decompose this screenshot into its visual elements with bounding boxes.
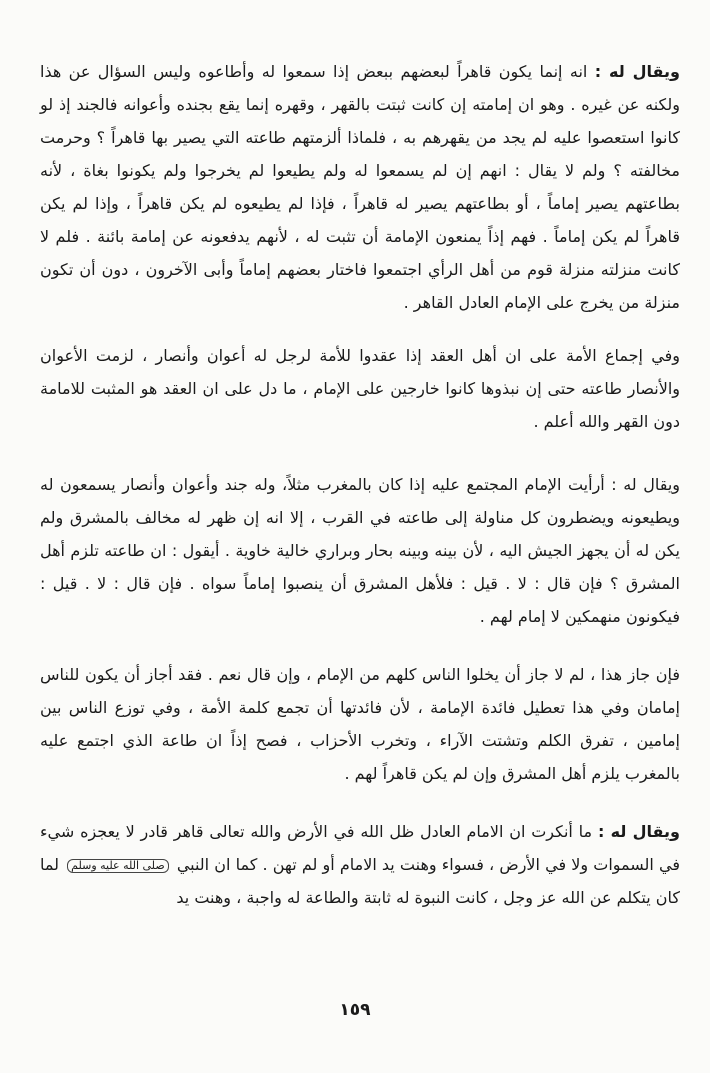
paragraph-text: ما أنكرت ان الامام العادل ظل الله في الأرض والله تعالى قاهر قادر لا يعجزه شيء في السموات ولا في الأرض ، فسواء وهنت يد الامام أو لم تهن . كما ان النبي xyxy=(40,822,681,874)
paragraph-text: فإن جاز هذا ، لم لا جاز أن يخلوا الناس كلهم من الإمام ، وإن قال نعم . فقد أجاز أن يكون للناس إمامان وفي هذا تعطيل فائدة الإمامة ، لأن فائدتها أن تجمع كلمة الأمة ، وفي توزع الناس بين إمامين ، تفرق الكلم وتشتت الآراء ، وتخرب الأحزاب ، فصح إذاً ان طاعة الذي اجتمع عليه بالمغرب يلزم أهل المشرق وإن لم يكن قاهراً لهم . xyxy=(40,665,680,783)
paragraph-lead: ويقال له : xyxy=(597,822,680,841)
paragraph-2 xyxy=(40,339,680,438)
paragraph-4 xyxy=(40,658,680,790)
paragraph-text: انه إنما يكون قاهراً لبعضهم ببعض إذا سمعوا له وأطاعوه وليس السؤال عن هذا ولكنه عن غيره . وهو ان إمامته إن كانت ثبتت بالقهر ، وقهره إنما يقع بجنده وأعوانه فالجند إذ لو كانوا استعصوا عليه لم يجد من يقهرهم به ، فلماذا ألزمتهم طاعته التي يصير بها قاهراً ؟ وحرمت مخالفته ؟ ولم لا يقال : انهم إن لم يسمعوا له ولم يطيعوا لم يخرجوا ولم يكونوا بغاة ، لأنه بطاعتهم يصير إماماً ، أو بطاعتهم يصير له قاهراً ، فإذا لم يطيعوه لم يكن قاهراً ، وإذا لم يكن قاهراً لم يكن إماماً . فهم إذاً يمنعون الإمامة أن تثبت له ، لأنهم يدفعونه عن إمامة بائنة . فلم لا كانت منزلته منزلة قوم من أهل الرأي اجتمعوا فاختار بعضهم إماماً وأبى الآخرون ، دون أن تكون منزلة من يخرج على الإمام العادل القاهر . xyxy=(40,62,680,312)
paragraph-text-continued: لما كان يتكلم عن الله عز وجل ، كانت النبوة له ثابتة والطاعة له واجبة ، وهنت يد xyxy=(40,855,680,907)
paragraph-1 xyxy=(40,55,680,319)
paragraph-text: وفي إجماع الأمة على ان أهل العقد إذا عقدوا للأمة لرجل له أعوان وأنصار ، لزمت الأعوان والأنصار طاعته حتى إن نبذوها كانوا خارجين على الإمام ، ما دل على ان العقد هو المثبت للامامة دون القهر والله أعلم . xyxy=(40,346,680,431)
paragraph-lead: ويقال له : xyxy=(594,62,681,81)
honorific-glyph: صلى الله عليه وسلم xyxy=(67,859,169,873)
paragraph-5 xyxy=(40,815,680,914)
paragraph-3 xyxy=(40,468,680,633)
page-number: ١٥٩ xyxy=(339,1000,371,1020)
paragraph-text: ويقال له : أرأيت الإمام المجتمع عليه إذا كان بالمغرب مثلاً، وله جند وأعوان وأنصار يسمعون له ويطيعونه ويضطرون كل مناولة إلى طاعته في القرب ، إلا انه إن ظهر له مخالف بالمشرق ولم يكن له أن يجهز الجيش اليه ، لأن بينه وبينه بحار وبراري خالية خاوية . أيقول : ان طاعته تلزم أهل المشرق ؟ فإن قال : لا . قيل : فلأهل المشرق أن ينصبوا إماماً سواه . فإن قال : لا . قيل : فيكونون منهمكين لا إمام لهم . xyxy=(40,475,680,626)
page-body xyxy=(40,55,680,914)
